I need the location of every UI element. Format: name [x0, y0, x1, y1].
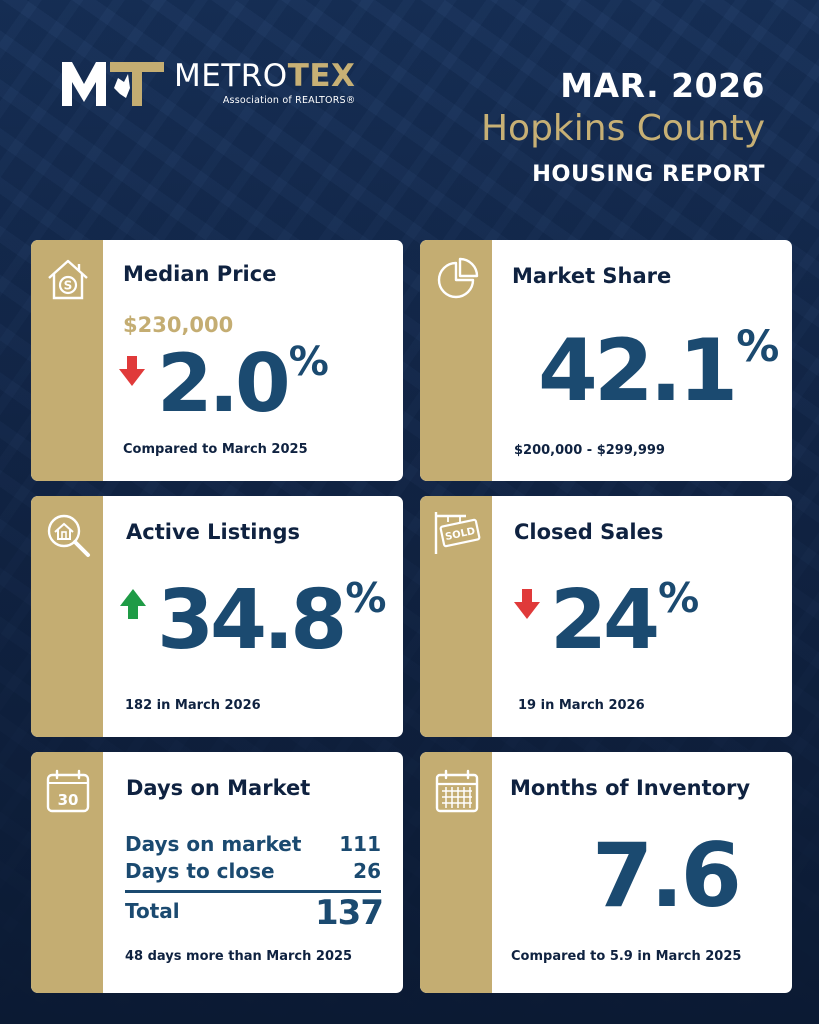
market-share-range: $200,000 - $299,999: [514, 443, 665, 458]
months-inventory-title: Months of Inventory: [510, 776, 751, 800]
arrow-down-icon: [514, 589, 540, 619]
calendar-grid-icon: [432, 766, 482, 816]
active-listings-card: [31, 496, 403, 737]
total-label: Total: [125, 899, 180, 923]
months-inventory-note: Compared to 5.9 in March 2025: [511, 949, 742, 964]
market-share-value: 42.1%: [538, 321, 778, 421]
svg-text:SOLD: SOLD: [444, 525, 477, 544]
days-on-market-card: [31, 752, 403, 993]
median-price-value: $230,000: [123, 313, 234, 337]
active-listings-change: 34.8%: [157, 573, 385, 668]
report-month: MAR. 2026: [560, 66, 765, 105]
arrow-down-icon: [119, 356, 145, 386]
median-price-title: Median Price: [123, 262, 277, 286]
pie-chart-icon: [432, 254, 482, 304]
house-search-icon: [43, 510, 93, 560]
median-price-change: 2.0%: [157, 337, 327, 430]
metrotex-logo: METROTEX Association of REALTORS®: [62, 56, 355, 110]
days-on-market-row: Days on market 111: [125, 832, 381, 856]
months-inventory-value: 7.6: [592, 824, 739, 927]
house-dollar-icon: [43, 254, 93, 304]
report-title: HOUSING REPORT: [532, 161, 765, 187]
median-price-note: Compared to March 2025: [123, 442, 308, 457]
closed-sales-note: 19 in March 2026: [518, 698, 645, 713]
metrotex-logo-mark: [62, 58, 166, 108]
svg-text:30: 30: [57, 791, 79, 809]
months-inventory-card: [420, 752, 792, 993]
market-share-title: Market Share: [512, 264, 672, 288]
total-value: 137: [315, 893, 383, 933]
days-on-market-note: 48 days more than March 2025: [125, 949, 353, 964]
closed-sales-title: Closed Sales: [514, 520, 664, 544]
market-share-card: [420, 240, 792, 481]
active-listings-title: Active Listings: [126, 520, 300, 544]
svg-text:S: S: [63, 278, 73, 293]
days-on-market-title: Days on Market: [126, 776, 311, 800]
calendar-30-icon: [43, 766, 93, 816]
county-name: Hopkins County: [480, 108, 765, 149]
days-to-close-row: Days to close 26: [125, 859, 381, 883]
sold-sign-icon: [432, 506, 482, 556]
closed-sales-change: 24%: [550, 573, 698, 668]
median-price-card: [31, 240, 403, 481]
active-listings-note: 182 in March 2026: [125, 698, 261, 713]
arrow-up-icon: [120, 589, 146, 619]
closed-sales-card: [420, 496, 792, 737]
